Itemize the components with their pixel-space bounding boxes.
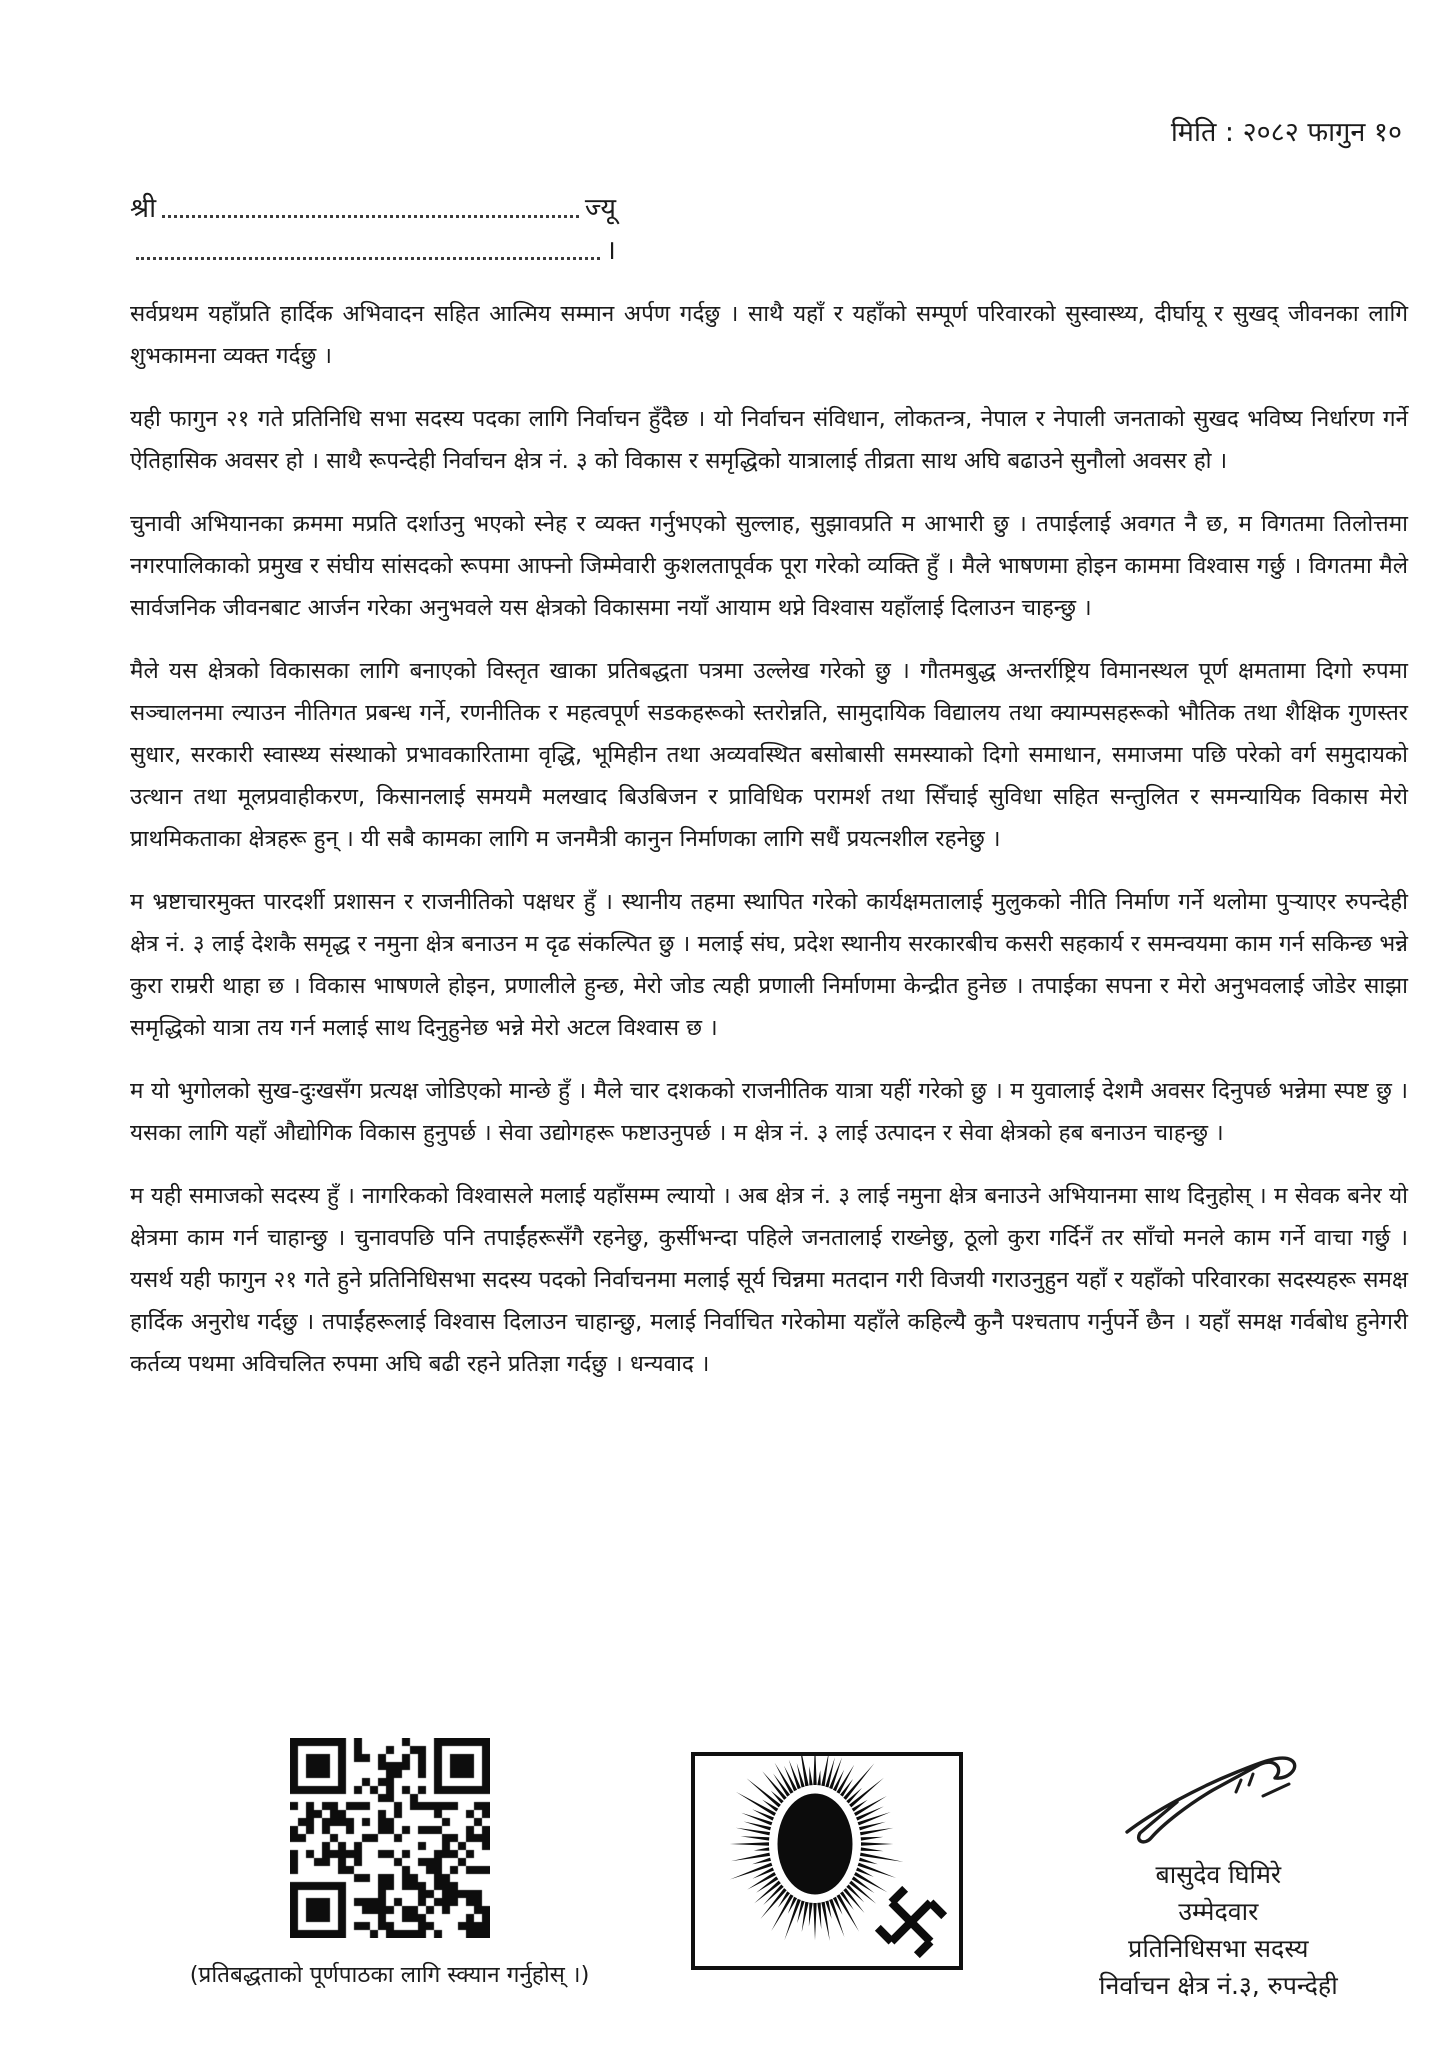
qr-caption: (प्रतिबद्धताको पूर्णपाठका लागि स्क्यान गर्नुहोस् ।): [189, 1962, 590, 1988]
signature-block: [1029, 1746, 1408, 2004]
salutation-line-2: [130, 225, 616, 267]
candidate-name: बासुदेव घिमिरे: [1155, 1860, 1282, 1889]
handwritten-signature-icon: [1113, 1746, 1323, 1854]
date-label: मिति : २०८२ फागुन १०: [1170, 117, 1402, 148]
salutation-suffix: ज्यू: [584, 193, 616, 224]
letter-footer: [130, 1738, 1408, 2004]
salutation-line-1: [130, 183, 616, 225]
salutation-honorific: श्री: [130, 193, 157, 224]
paragraph: मैले यस क्षेत्रको विकासका लागि बनाएको विस्तृत खाका प्रतिबद्धता पत्रमा उल्लेख गरेको छु । गौतमबुद्ध अन्तर्राष्ट्रिय विमानस्थल पूर्ण क्षमतामा दिगो रुपमा सञ्चालनमा ल्याउन नीतिगत प्रबन्ध गर्ने, रणनीतिक र महत्वपूर्ण सडकहरूको स्तरोन्नति, सामुदायिक विद्यालय तथा क्याम्पसहरूको भौतिक तथा शैक्षिक गुणस्तर सुधार, सरकारी स्वास्थ्य संस्थाको प्रभावकारितामा वृद्धि, भूमिहीन तथा अव्यवस्थित बसोबासी समस्याको दिगो समाधान, समाजमा पछि परेको वर्ग समुदायको उत्थान तथा मूलप्रवाहीकरण, किसानलाई समयमै मलखाद बिउबिजन र प्राविधिक परामर्श तथा सिँचाई सुविधा सहित सन्तुलित र समन्यायिक विकास मेरो प्राथमिकताका क्षेत्रहरू हुन् । यी सबै कामका लागि म जनमैत्री कानुन निर्माणका लागि सधैं प्रयत्नशील रहनेछु ।: [130, 658, 1408, 852]
qr-code-icon: [290, 1738, 490, 1938]
swastika-icon: [872, 1883, 950, 1958]
candidate-constituency: निर्वाचन क्षेत्र नं.३, रुपन्देही: [1098, 1971, 1338, 2000]
paragraph: चुनावी अभियानका क्रममा मप्रति दर्शाउनु भएको स्नेह र व्यक्त गर्नुभएको सुल्लाह, सुझावप्रति म आभारी छु । तपाईलाई अवगत नै छ, म विगतमा तिलोत्तमा नगरपालिकाको प्रमुख र संघीय सांसदको रूपमा आफ्नो जिम्मेवारी कुशलतापूर्वक पूरा गरेको व्यक्ति हुँ । मैले भाषणमा होइन काममा विश्वास गर्छु । विगतमा मैले सार्वजनिक जीवनबाट आर्जन गरेका अनुभवले यस क्षेत्रको विकासमा नयाँ आयाम थप्ने विश्वास यहाँलाई दिलाउन चाहन्छु ।: [130, 511, 1408, 621]
salutation-line-end: ।: [605, 235, 616, 266]
dotted-leader: [162, 213, 579, 218]
qr-section: [130, 1738, 649, 1989]
letter-body: [130, 293, 1408, 1385]
dotted-leader: [136, 255, 600, 260]
salutation: [130, 183, 616, 267]
paragraph: यही फागुन २१ गते प्रतिनिधि सभा सदस्य पदका लागि निर्वाचन हुँदैछ । यो निर्वाचन संविधान, लोकतन्त्र, नेपाल र नेपाली जनताको सुखद भविष्य निर्धारण गर्ने ऐतिहासिक अवसर हो । साथै रूपन्देही निर्वाचन क्षेत्र नं. ३ को विकास र समृद्धिको यात्रालाई तीव्रता साथ अघि बढाउने सुनौलो अवसर हो ।: [130, 406, 1408, 474]
election-symbol-box: [691, 1752, 963, 1970]
paragraph: म भ्रष्टाचारमुक्त पारदर्शी प्रशासन र राजनीतिको पक्षधर हुँ । स्थानीय तहमा स्थापित गरेको कार्यक्षमतालाई मुलुकको नीति निर्माण गर्ने थलोमा पुऱ्याएर रुपन्देही क्षेत्र नं. ३ लाई देशकै समृद्ध र नमुना क्षेत्र बनाउन म दृढ संकल्पित छु । मलाई संघ, प्रदेश स्थानीय सरकारबीच कसरी सहकार्य र समन्वयमा काम गर्न सकिन्छ भन्ने कुरा राम्ररी थाहा छ । विकास भाषणले होइन, प्रणालीले हुन्छ, मेरो जोड त्यही प्रणाली निर्माणमा केन्द्रीत हुनेछ । तपाईका सपना र मेरो अनुभवलाई जोडेर साझा समृद्धिको यात्रा तय गर्न मलाई साथ दिनुहुनेछ भन्ने मेरो अटल विश्वास छ ।: [130, 889, 1408, 1041]
candidate-title: उम्मेदवार: [1178, 1897, 1259, 1926]
candidate-position: प्रतिनिधिसभा सदस्य: [1128, 1934, 1309, 1963]
paragraph: सर्वप्रथम यहाँप्रति हार्दिक अभिवादन सहित आत्मिय सम्मान अर्पण गर्दछु । साथै यहाँ र यहाँको सम्पूर्ण परिवारको सुस्वास्थ्य, दीर्घायू र सुखद् जीवनका लागि शुभकामना व्यक्त गर्दछु ।: [130, 301, 1408, 369]
paragraph: म यो भुगोलको सुख-दुःखसँग प्रत्यक्ष जोडिएको मान्छे हुँ । मैले चार दशकको राजनीतिक यात्रा यहीं गरेको छु । म युवालाई देशमै अवसर दिनुपर्छ भन्नेमा स्पष्ट छु । यसका लागि यहाँ औद्योगिक विकास हुनुपर्छ । सेवा उद्योगहरू फष्टाउनुपर्छ । म क्षेत्र नं. ३ लाई उत्पादन र सेवा क्षेत्रको हब बनाउन चाहन्छु ।: [130, 1078, 1408, 1146]
sun-icon: [695, 1756, 951, 1958]
paragraph: म यही समाजको सदस्य हुँ । नागरिकको विश्वासले मलाई यहाँसम्म ल्यायो । अब क्षेत्र नं. ३ लाई नमुना क्षेत्र बनाउने अभियानमा साथ दिनुहोस् । म सेवक बनेर यो क्षेत्रमा काम गर्न चाहान्छु । चुनावपछि पनि तपाईंहरूसँगै रहनेछु, कुर्सीभन्दा पहिले जनतालाई राख्नेछु, ठूलो कुरा गर्दिनँ तर साँचो मनले काम गर्ने वाचा गर्छु । यसर्थ यही फागुन २१ गते हुने प्रतिनिधिसभा सदस्य पदको निर्वाचनमा मलाई सूर्य चिन्नमा मतदान गरी विजयी गराउनुहुन यहाँ र यहाँको परिवारका सदस्यहरू समक्ष हार्दिक अनुरोध गर्दछु । तपाईंहरूलाई विश्वास दिलाउन चाहान्छु, मलाई निर्वाचित गरेकोमा यहाँले कहिल्यै कुनै पश्चताप गर्नुपर्ने छैन । यहाँ समक्ष गर्वबोध हुनेगरी कर्तव्य पथमा अविचलित रुपमा अघि बढी रहने प्रतिज्ञा गर्दछु । धन्यवाद ।: [130, 1183, 1408, 1377]
